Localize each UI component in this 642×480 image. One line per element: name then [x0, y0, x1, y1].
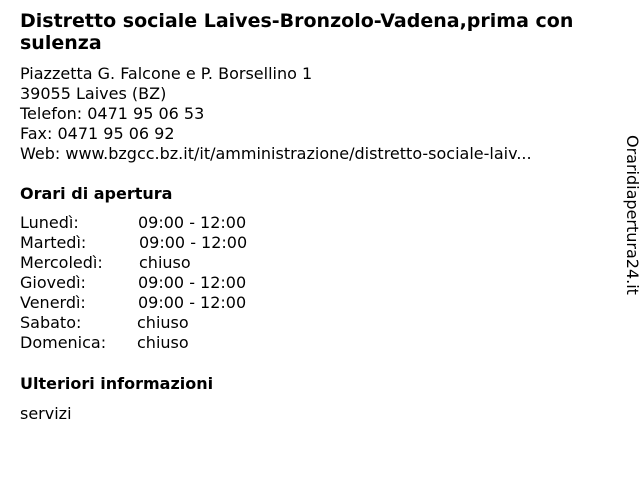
day-label: Sabato:: [20, 313, 82, 332]
day-label: Martedì:: [20, 233, 87, 252]
more-info-heading: Ulteriori informazioni: [20, 374, 214, 393]
time-value: chiuso: [137, 313, 189, 332]
time-value: 09:00 - 12:00: [138, 273, 247, 292]
day-label: Giovedì:: [20, 273, 86, 292]
page-title: Distretto sociale Laives-Bronzolo-Vadena,prima con sulenza: [20, 10, 574, 54]
day-label: Lunedì:: [20, 213, 79, 232]
city-address: 39055 Laives (BZ): [20, 84, 167, 103]
time-value: 09:00 - 12:00: [138, 213, 247, 232]
time-value: 09:00 - 12:00: [139, 233, 248, 252]
street-address: Piazzetta G. Falcone e P. Borsellino 1: [20, 64, 313, 83]
time-value: chiuso: [137, 333, 189, 352]
fax-number: Fax: 0471 95 06 92: [20, 124, 175, 143]
address-block: [20, 64, 532, 164]
phone-number[interactable]: Telefon: 0471 95 06 53: [20, 104, 205, 123]
website-link[interactable]: Web: www.bzgcc.bz.it/it/amministrazione/distretto-sociale-laiv...: [20, 144, 532, 163]
day-label: Domenica:: [20, 333, 107, 352]
time-value: 09:00 - 12:00: [138, 293, 247, 312]
brand-watermark: Oraridiapertura24.it: [623, 135, 642, 295]
time-value: chiuso: [139, 253, 191, 272]
day-label: Mercoledì:: [20, 253, 103, 272]
day-label: Venerdì:: [20, 293, 86, 312]
services-text: servizi: [20, 404, 72, 423]
opening-hours-heading: Orari di apertura: [20, 184, 173, 203]
